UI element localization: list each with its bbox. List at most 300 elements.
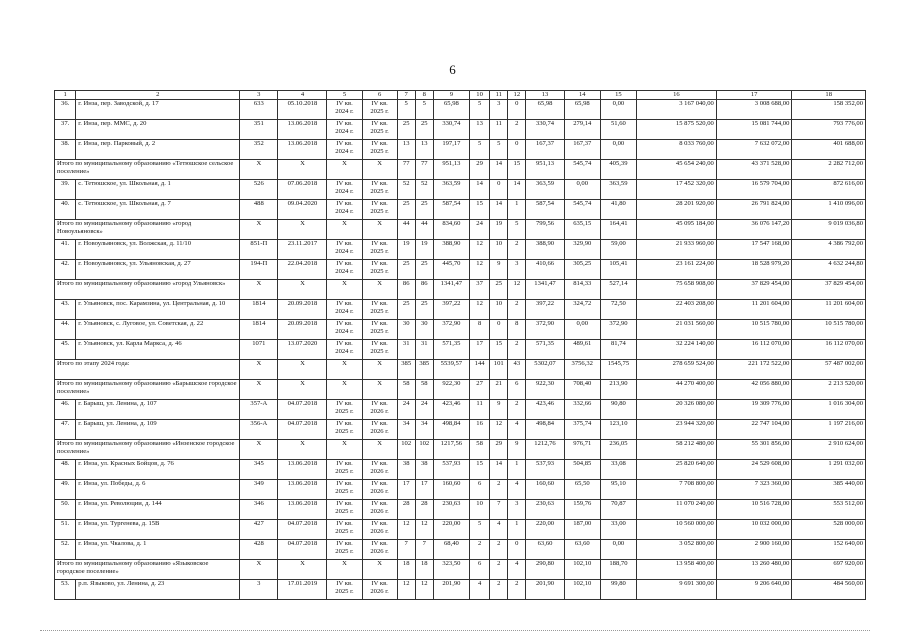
data-cell: 498,84 (526, 420, 564, 440)
data-cell: 708,40 (564, 380, 600, 400)
data-cell: 31 (415, 340, 433, 360)
data-cell: 45 654 240,00 (637, 160, 717, 180)
address-cell: г. Инза, ул. Тургенева, д. 15В (76, 520, 240, 540)
data-cell: 2 282 712,00 (792, 160, 866, 180)
data-cell: 13.06.2018 (278, 480, 327, 500)
data-cell: 9 (490, 400, 508, 420)
data-cell: 12 (469, 300, 489, 320)
data-cell: X (240, 440, 278, 460)
data-cell: 410,66 (526, 260, 564, 280)
row-number: 37. (55, 120, 76, 140)
data-cell: 427 (240, 520, 278, 540)
data-cell: 8 033 760,00 (637, 140, 717, 160)
data-cell: 345 (240, 460, 278, 480)
data-cell: 16 112 070,00 (716, 340, 792, 360)
data-cell: 187,00 (564, 520, 600, 540)
data-cell: IV кв. 2025 г. (327, 500, 362, 520)
data-cell: 13 958 400,00 (637, 560, 717, 580)
data-cell: 58 212 480,00 (637, 440, 717, 460)
column-number: 13 (526, 91, 564, 100)
data-cell: 27 (469, 380, 489, 400)
subtotal-row (55, 560, 866, 580)
data-cell: 18 528 979,20 (716, 260, 792, 280)
data-cell: 95,10 (600, 480, 636, 500)
data-cell: IV кв. 2024 г. (327, 260, 362, 280)
data-cell: 13.06.2018 (278, 120, 327, 140)
data-cell: 12 (469, 240, 489, 260)
data-cell: 2 (508, 240, 526, 260)
data-cell: 8 (469, 320, 489, 340)
data-cell: 158 352,00 (792, 100, 866, 120)
data-cell: 72,50 (600, 300, 636, 320)
row-number: 36. (55, 100, 76, 120)
address-cell: г. Новоульяновск, ул. Ульяновская, д. 27 (76, 260, 240, 280)
data-cell: 587,54 (526, 200, 564, 220)
data-cell: IV кв. 2025 г. (327, 420, 362, 440)
data-cell: 0 (508, 540, 526, 560)
address-cell: г. Инза, ул. Красных Бойцов, д. 76 (76, 460, 240, 480)
data-cell: IV кв. 2025 г. (362, 120, 397, 140)
data-cell: 526 (240, 180, 278, 200)
data-cell: 58 (469, 440, 489, 460)
data-cell: 16 112 070,00 (792, 340, 866, 360)
data-cell: 3 167 040,00 (637, 100, 717, 120)
data-cell: IV кв. 2025 г. (362, 200, 397, 220)
row-number: 45. (55, 340, 76, 360)
data-cell: 484 560,00 (792, 580, 866, 600)
data-cell: 553 512,00 (792, 500, 866, 520)
table-row (55, 580, 866, 600)
subtotal-row (55, 440, 866, 460)
data-cell: 65,98 (433, 100, 469, 120)
data-cell: 1341,47 (526, 280, 564, 300)
column-number: 9 (433, 91, 469, 100)
data-cell: 164,41 (600, 220, 636, 240)
data-cell: 2 910 624,00 (792, 440, 866, 460)
data-cell: 1 197 216,00 (792, 420, 866, 440)
data-cell: 63,60 (564, 540, 600, 560)
data-cell: 5 (469, 100, 489, 120)
table-row (55, 480, 866, 500)
data-cell: IV кв. 2024 г. (327, 340, 362, 360)
data-cell: 13 (397, 140, 415, 160)
subtotal-label: Итого по муниципальному образованию «Тетюшское сельское поселение» (55, 160, 240, 180)
data-cell: 12 (415, 580, 433, 600)
address-cell: г. Новоульяновск, ул. Волжская, д. 11/10 (76, 240, 240, 260)
data-cell: 7 708 800,00 (637, 480, 717, 500)
data-cell: 1 291 032,00 (792, 460, 866, 480)
column-number: 18 (792, 91, 866, 100)
data-cell: 16 579 704,00 (716, 180, 792, 200)
data-cell: X (278, 380, 327, 400)
data-cell: 5 (469, 140, 489, 160)
data-cell: 330,74 (526, 120, 564, 140)
data-cell: 25 (415, 300, 433, 320)
data-cell: 25 (397, 300, 415, 320)
data-cell: 2 (508, 340, 526, 360)
data-cell: 102 (415, 440, 433, 460)
data-cell: IV кв. 2026 г. (362, 420, 397, 440)
data-cell: 488 (240, 200, 278, 220)
data-cell: 24 (469, 220, 489, 240)
data-cell: 24 (415, 400, 433, 420)
data-cell: 372,90 (433, 320, 469, 340)
data-cell: X (278, 560, 327, 580)
data-cell: 356-А (240, 420, 278, 440)
data-cell: 11 201 604,00 (716, 300, 792, 320)
table-row (55, 420, 866, 440)
data-cell: 0 (508, 140, 526, 160)
data-cell: 21 (490, 380, 508, 400)
address-cell: г. Инза, ул. Чкалова, д. 1 (76, 540, 240, 560)
data-cell: 324,72 (564, 300, 600, 320)
row-number: 53. (55, 580, 76, 600)
address-cell: г. Ульяновск, пос. Карамзина, ул. Центральная, д. 10 (76, 300, 240, 320)
data-cell: 17 452 320,00 (637, 180, 717, 200)
data-cell: 15 (508, 160, 526, 180)
data-cell: 0 (490, 180, 508, 200)
data-cell: 2 (490, 580, 508, 600)
data-cell: 633 (240, 100, 278, 120)
data-cell: 25 (490, 280, 508, 300)
data-cell: 167,37 (526, 140, 564, 160)
data-cell: 10 515 780,00 (792, 320, 866, 340)
address-cell: с. Тетюшское, ул. Школьная, д. 1 (76, 180, 240, 200)
data-cell: IV кв. 2025 г. (327, 540, 362, 560)
data-cell: 2 (508, 300, 526, 320)
data-cell: 24 (397, 400, 415, 420)
data-cell: 635,15 (564, 220, 600, 240)
data-cell: 330,74 (433, 120, 469, 140)
data-cell: 13.06.2018 (278, 500, 327, 520)
data-cell: 537,93 (526, 460, 564, 480)
data-cell: 329,90 (564, 240, 600, 260)
data-cell: 59,00 (600, 240, 636, 260)
data-cell: 102,10 (564, 580, 600, 600)
row-number: 52. (55, 540, 76, 560)
data-cell: 36 076 147,20 (716, 220, 792, 240)
data-cell: 17 (415, 480, 433, 500)
row-number: 51. (55, 520, 76, 540)
data-cell: 81,74 (600, 340, 636, 360)
data-cell: IV кв. 2024 г. (327, 300, 362, 320)
data-cell: 28 (415, 500, 433, 520)
data-cell: 397,22 (526, 300, 564, 320)
data-cell: 357-А (240, 400, 278, 420)
data-cell: 24 529 608,00 (716, 460, 792, 480)
data-cell: 489,61 (564, 340, 600, 360)
data-cell: 9 (490, 260, 508, 280)
data-cell: 323,50 (433, 560, 469, 580)
data-cell: X (362, 160, 397, 180)
data-cell: IV кв. 2025 г. (327, 520, 362, 540)
address-cell: г. Инза, пер. ММС, д. 20 (76, 120, 240, 140)
data-cell: 28 (397, 500, 415, 520)
data-cell: 197,17 (433, 140, 469, 160)
data-cell: 1814 (240, 300, 278, 320)
data-cell: 51,60 (600, 120, 636, 140)
data-cell: 38 (415, 460, 433, 480)
address-cell: г. Барыш, ул. Ленина, д. 107 (76, 400, 240, 420)
data-cell: 697 920,00 (792, 560, 866, 580)
data-cell: 34 (397, 420, 415, 440)
data-cell: 587,54 (433, 200, 469, 220)
data-cell: X (240, 160, 278, 180)
data-cell: 25 (397, 200, 415, 220)
column-number: 16 (637, 91, 717, 100)
data-cell: 43 371 528,00 (716, 160, 792, 180)
data-cell: 12 (397, 520, 415, 540)
row-number: 43. (55, 300, 76, 320)
data-cell: 571,35 (526, 340, 564, 360)
subtotal-row (55, 280, 866, 300)
data-cell: 14 (469, 180, 489, 200)
data-cell: X (362, 360, 397, 380)
data-cell: 388,90 (526, 240, 564, 260)
data-cell: 17 547 168,00 (716, 240, 792, 260)
table-row (55, 540, 866, 560)
data-cell: 26 791 824,00 (716, 200, 792, 220)
row-number: 42. (55, 260, 76, 280)
data-cell: 25 (397, 120, 415, 140)
data-cell: 25 (415, 260, 433, 280)
table-row (55, 400, 866, 420)
data-cell: 0 (508, 100, 526, 120)
data-cell: 2 (508, 580, 526, 600)
column-number: 8 (415, 91, 433, 100)
data-cell: 13 (415, 140, 433, 160)
table-row (55, 120, 866, 140)
subtotal-row (55, 160, 866, 180)
data-cell: 52 (415, 180, 433, 200)
data-cell: 951,13 (526, 160, 564, 180)
data-cell: 5 (397, 100, 415, 120)
data-cell: 2 (508, 120, 526, 140)
address-cell: г. Инза, пер. Парковый, д. 2 (76, 140, 240, 160)
table-row (55, 460, 866, 480)
data-cell: 1 016 304,00 (792, 400, 866, 420)
table-row (55, 200, 866, 220)
data-cell: 23.11.2017 (278, 240, 327, 260)
data-cell: 445,70 (433, 260, 469, 280)
address-cell: г. Ульяновск, с. Луговое, ул. Советская, д. 22 (76, 320, 240, 340)
column-number: 17 (716, 91, 792, 100)
data-cell: 5 (490, 140, 508, 160)
data-cell: 22 747 104,00 (716, 420, 792, 440)
data-cell: 43 (508, 360, 526, 380)
data-cell: 70,87 (600, 500, 636, 520)
data-cell: 5539,57 (433, 360, 469, 380)
table-row (55, 300, 866, 320)
data-cell: 2 (508, 400, 526, 420)
data-cell: 30 (397, 320, 415, 340)
data-cell: 537,93 (433, 460, 469, 480)
data-cell: 201,90 (526, 580, 564, 600)
data-cell: 13.06.2018 (278, 140, 327, 160)
data-cell: 86 (397, 280, 415, 300)
data-cell: 2 (490, 540, 508, 560)
data-cell: 290,80 (526, 560, 564, 580)
data-cell: 25 (415, 200, 433, 220)
data-cell: 385 (415, 360, 433, 380)
data-cell: X (362, 220, 397, 240)
data-cell: 33,00 (600, 520, 636, 540)
data-cell: 834,60 (433, 220, 469, 240)
data-cell: 17 (469, 340, 489, 360)
data-cell: 77 (415, 160, 433, 180)
data-cell: 04.07.2018 (278, 420, 327, 440)
subtotal-label: Итого по муниципальному образованию «Барышское городское поселение» (55, 380, 240, 400)
data-cell: 405,39 (600, 160, 636, 180)
column-number: 5 (327, 91, 362, 100)
data-cell: 363,59 (526, 180, 564, 200)
data-cell: IV кв. 2026 г. (362, 400, 397, 420)
data-cell: 5 (415, 100, 433, 120)
column-number: 10 (469, 91, 489, 100)
data-cell: 99,80 (600, 580, 636, 600)
data-cell: 37 (469, 280, 489, 300)
data-cell: 4 (469, 580, 489, 600)
data-cell: 352 (240, 140, 278, 160)
data-cell: 230,63 (526, 500, 564, 520)
data-cell: 213,90 (600, 380, 636, 400)
row-number: 40. (55, 200, 76, 220)
data-cell: 0,00 (564, 180, 600, 200)
data-cell: IV кв. 2026 г. (362, 460, 397, 480)
address-cell: г. Ульяновск, ул. Карла Маркса, д. 46 (76, 340, 240, 360)
data-cell: 976,71 (564, 440, 600, 460)
data-cell: 12 (397, 580, 415, 600)
address-cell: г. Инза, пер. Заводской, д. 17 (76, 100, 240, 120)
data-cell: 20.09.2018 (278, 300, 327, 320)
data-cell: IV кв. 2024 г. (327, 140, 362, 160)
page-number: 6 (449, 62, 456, 77)
data-cell: 15 (469, 460, 489, 480)
data-cell: 37 829 454,00 (716, 280, 792, 300)
data-cell: 2 900 160,00 (716, 540, 792, 560)
data-cell: 159,76 (564, 500, 600, 520)
data-cell: 527,14 (600, 280, 636, 300)
data-cell: 41,80 (600, 200, 636, 220)
data-cell: 0,00 (600, 140, 636, 160)
data-cell: 65,98 (564, 100, 600, 120)
data-cell: IV кв. 2025 г. (362, 260, 397, 280)
data-cell: 7 (490, 500, 508, 520)
column-number: 6 (362, 91, 397, 100)
data-cell: 1212,76 (526, 440, 564, 460)
data-cell: X (327, 280, 362, 300)
data-cell: 2 (490, 480, 508, 500)
data-cell: 236,05 (600, 440, 636, 460)
data-cell: 11 (490, 120, 508, 140)
data-cell: 8 (508, 320, 526, 340)
data-cell: 9 019 036,80 (792, 220, 866, 240)
data-cell: 65,50 (564, 480, 600, 500)
data-cell: 0 (490, 320, 508, 340)
data-cell: 04.07.2018 (278, 520, 327, 540)
table-row (55, 340, 866, 360)
data-cell: 12 (469, 260, 489, 280)
data-cell: 10 (490, 300, 508, 320)
data-cell: 397,22 (433, 300, 469, 320)
data-cell: 4 (508, 420, 526, 440)
data-cell: 9 691 300,00 (637, 580, 717, 600)
row-number: 39. (55, 180, 76, 200)
data-cell: 814,33 (564, 280, 600, 300)
data-cell: 102 (397, 440, 415, 460)
data-cell: 68,40 (433, 540, 469, 560)
data-cell: 30 (415, 320, 433, 340)
data-cell: 09.04.2020 (278, 200, 327, 220)
data-cell: X (240, 220, 278, 240)
data-cell: 22.04.2018 (278, 260, 327, 280)
table-row (55, 180, 866, 200)
data-cell: X (362, 380, 397, 400)
data-cell: 123,10 (600, 420, 636, 440)
data-cell: 349 (240, 480, 278, 500)
address-cell: г. Барыш, ул. Ленина, д. 109 (76, 420, 240, 440)
column-numbers-row (55, 91, 866, 100)
data-cell: 07.06.2018 (278, 180, 327, 200)
data-cell: 5 (469, 520, 489, 540)
data-cell: IV кв. 2024 г. (327, 100, 362, 120)
data-cell: 4 632 244,80 (792, 260, 866, 280)
data-cell: 10 516 728,00 (716, 500, 792, 520)
data-cell: 63,60 (526, 540, 564, 560)
data-cell: 220,00 (433, 520, 469, 540)
data-cell: 0,00 (564, 320, 600, 340)
data-cell: 10 515 780,00 (716, 320, 792, 340)
subtotal-row (55, 220, 866, 240)
data-cell: IV кв. 2025 г. (362, 180, 397, 200)
data-cell: 423,46 (433, 400, 469, 420)
data-cell: 346 (240, 500, 278, 520)
data-cell: 160,60 (526, 480, 564, 500)
data-cell: 504,85 (564, 460, 600, 480)
data-cell: X (327, 160, 362, 180)
row-number: 38. (55, 140, 76, 160)
data-cell: IV кв. 2024 г. (327, 320, 362, 340)
data-cell: IV кв. 2024 г. (327, 120, 362, 140)
data-cell: X (278, 360, 327, 380)
data-cell: 922,30 (433, 380, 469, 400)
data-cell: 6 (469, 480, 489, 500)
column-number: 7 (397, 91, 415, 100)
data-cell: 3 (508, 260, 526, 280)
data-cell: 3 (240, 580, 278, 600)
data-cell: 15 (469, 200, 489, 220)
data-cell: 14 (490, 200, 508, 220)
data-cell: 1 (508, 460, 526, 480)
data-cell: 29 (490, 440, 508, 460)
data-cell: 428 (240, 540, 278, 560)
data-cell: 14 (490, 460, 508, 480)
subtotal-label: Итого по муниципальному образованию «Инзенское городское поселение» (55, 440, 240, 460)
address-cell: с. Тетюшское, ул. Школьная, д. 7 (76, 200, 240, 220)
data-cell: 4 (490, 520, 508, 540)
data-cell: 221 172 522,00 (716, 360, 792, 380)
data-cell: 3 (508, 500, 526, 520)
data-cell: 9 206 640,00 (716, 580, 792, 600)
data-cell: 22 403 208,00 (637, 300, 717, 320)
column-number: 12 (508, 91, 526, 100)
data-cell: 10 (490, 240, 508, 260)
data-cell: 10 032 000,00 (716, 520, 792, 540)
data-cell: 75 658 908,00 (637, 280, 717, 300)
data-cell: 363,59 (600, 180, 636, 200)
data-cell: 58 (415, 380, 433, 400)
data-cell: IV кв. 2025 г. (362, 140, 397, 160)
